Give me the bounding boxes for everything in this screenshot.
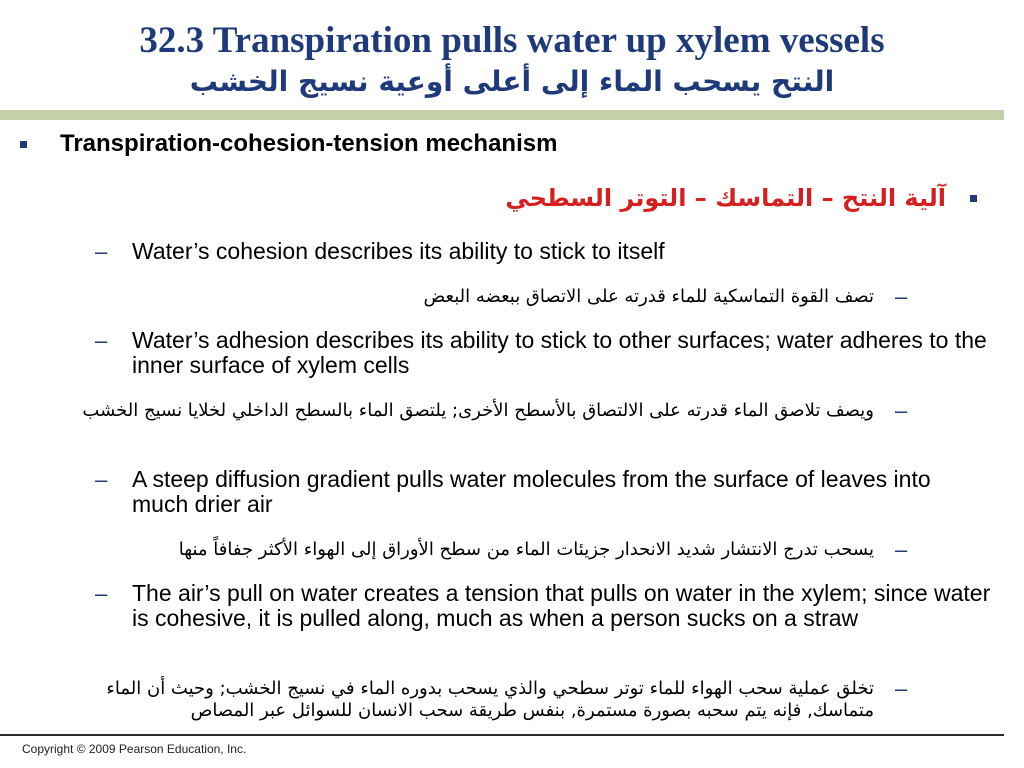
item-arabic: يسحب تدرج الانتشار شديد الانحدار جزيئات الماء من سطح الأوراق إلى الهواء الأكثر جفافاً منها <box>178 539 874 560</box>
item-arabic: تخلق عملية سحب الهواء للماء توتر سطحي والذي يسحب بدوره الماء في نسيج الخشب; وحيث أن الماء متماسك, فإنه يتم سحبه بصورة مستمرة, بنفس طريقة سحب الانسان للسوائل عبر المصاص <box>106 678 874 721</box>
dash-bullet: – <box>895 537 908 562</box>
dash-bullet: – <box>895 676 908 701</box>
dash-bullet: – <box>95 581 108 606</box>
item-arabic: تصف القوة التماسكية للماء قدرته على الاتصاق ببعضه البعض <box>423 286 874 307</box>
square-bullet-icon <box>20 141 27 148</box>
item-arabic: ويصف تلاصق الماء قدرته على الالتصاق بالأسطح الأخرى; يلتصق الماء بالسطح الداخلي لخلايا نسيج الخشب <box>82 400 874 421</box>
slide-title-arabic: النتح يسحب الماء إلى أعلى أوعية نسيج الخشب <box>189 65 835 98</box>
dash-bullet: – <box>895 398 908 423</box>
bullet-heading-english: Transpiration-cohesion-tension mechanism <box>60 130 558 157</box>
dash-bullet: – <box>95 239 108 264</box>
title-divider-bar <box>0 110 1004 120</box>
square-bullet-icon <box>970 195 977 202</box>
footer-divider-line <box>0 734 1004 736</box>
item-english: Water’s adhesion describes its ability to stick to other surfaces; water adheres to the inner surface of xylem cells <box>132 327 987 378</box>
dash-bullet: – <box>95 328 108 353</box>
item-english: A steep diffusion gradient pulls water molecules from the surface of leaves into much drier air <box>132 466 931 517</box>
bullet-heading-arabic: آلية النتح – التماسك – التوتر السطحي <box>505 184 946 212</box>
copyright-footer: Copyright © 2009 Pearson Education, Inc. <box>22 742 247 756</box>
dash-bullet: – <box>895 284 908 309</box>
item-english: Water’s cohesion describes its ability to stick to itself <box>132 238 665 264</box>
item-english: The air’s pull on water creates a tension that pulls on water in the xylem; since water is cohesive, it is pulled along, much as when a person sucks on a straw <box>132 580 991 631</box>
dash-bullet: – <box>95 467 108 492</box>
slide-title-english: 32.3 Transpiration pulls water up xylem vessels <box>139 20 885 61</box>
